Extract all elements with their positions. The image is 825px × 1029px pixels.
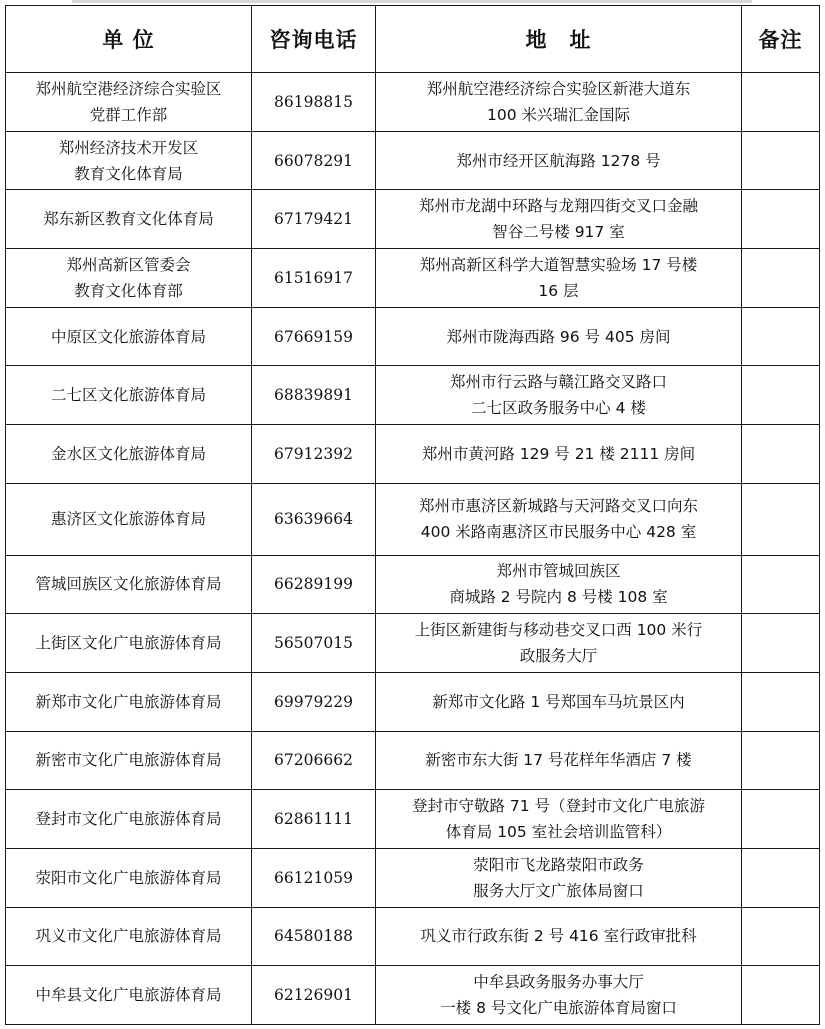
table-row [6, 425, 820, 484]
contact-table [5, 5, 820, 1025]
table-row [6, 790, 820, 849]
cell-unit [6, 425, 252, 484]
unit-line: 新密市文化广电旅游体育局 [35, 751, 222, 770]
cell-remark [742, 731, 820, 790]
address-line: 郑州航空港经济综合实验区新港大道东 [426, 79, 691, 98]
cell-remark [742, 307, 820, 366]
header-remark: 备注 [742, 6, 820, 73]
table-row [6, 848, 820, 907]
cell-remark [742, 555, 820, 614]
cell-remark [742, 425, 820, 484]
address-line: 中牟县政务服务办事大厅 [473, 973, 644, 992]
address-line: 政服务大厅 [519, 647, 598, 666]
cell-phone: 66078291 [252, 131, 376, 190]
cell-address [376, 672, 742, 731]
address-line: 郑州市惠济区新城路与天河路交叉口向东 [418, 497, 698, 516]
cell-unit [6, 848, 252, 907]
table-header-row [6, 6, 820, 73]
cell-remark [742, 249, 820, 308]
cell-remark [742, 483, 820, 555]
address-line: 服务大厅文广旅体局窗口 [473, 881, 644, 900]
cell-remark [742, 131, 820, 190]
unit-line: 二七区文化旅游体育局 [50, 386, 206, 405]
address-line: 商城路 2 号院内 8 号楼 108 室 [449, 588, 668, 607]
address-line: 一楼 8 号文化广电旅游体育局窗口 [440, 999, 677, 1018]
cell-address [376, 555, 742, 614]
address-line: 郑州市管城回族区 [496, 562, 621, 581]
cell-unit [6, 790, 252, 849]
unit-line: 登封市文化广电旅游体育局 [35, 810, 222, 829]
cell-unit [6, 907, 252, 966]
address-line: 郑州市经开区航海路 1278 号 [456, 151, 661, 170]
cell-unit [6, 483, 252, 555]
address-line: 新密市东大街 17 号花样年华酒店 7 楼 [425, 751, 692, 770]
table-body [6, 73, 820, 1025]
header-phone: 咨询电话 [252, 6, 376, 73]
address-line: 二七区政务服务中心 4 楼 [471, 399, 646, 418]
address-line: 400 米路南惠济区市民服务中心 428 室 [420, 523, 697, 542]
address-line: 上街区新建街与移动巷交叉口西 100 米行 [414, 621, 703, 640]
unit-line: 惠济区文化旅游体育局 [50, 510, 206, 529]
address-line: 郑州市陇海西路 96 号 405 房间 [446, 327, 671, 346]
cell-remark [742, 848, 820, 907]
table-row [6, 190, 820, 249]
cell-address [376, 131, 742, 190]
unit-line: 巩义市文化广电旅游体育局 [35, 927, 222, 946]
address-line: 登封市守敬路 71 号（登封市文化广电旅游 [411, 797, 706, 816]
cell-remark [742, 614, 820, 673]
unit-line: 荥阳市文化广电旅游体育局 [35, 868, 222, 887]
cell-remark [742, 907, 820, 966]
address-line: 荥阳市飞龙路荥阳市政务 [473, 855, 644, 874]
cell-phone: 68839891 [252, 366, 376, 425]
unit-line: 上街区文化广电旅游体育局 [35, 634, 222, 653]
address-line: 郑州市龙湖中环路与龙翔四街交叉口金融 [418, 197, 698, 216]
cell-phone: 69979229 [252, 672, 376, 731]
cell-phone: 64580188 [252, 907, 376, 966]
cell-phone: 67206662 [252, 731, 376, 790]
table-row [6, 907, 820, 966]
cell-unit [6, 672, 252, 731]
cell-remark [742, 966, 820, 1025]
unit-line: 党群工作部 [89, 105, 168, 124]
cell-address [376, 366, 742, 425]
address-line: 新郑市文化路 1 号郑国车马坑景区内 [432, 692, 685, 711]
table-row [6, 307, 820, 366]
cell-phone: 67912392 [252, 425, 376, 484]
cell-address [376, 425, 742, 484]
cell-unit [6, 966, 252, 1025]
unit-line: 教育文化体育部 [74, 281, 183, 300]
cell-unit [6, 555, 252, 614]
cell-unit [6, 614, 252, 673]
cell-phone: 63639664 [252, 483, 376, 555]
cell-unit [6, 366, 252, 425]
table-row [6, 249, 820, 308]
unit-line: 教育文化体育局 [74, 164, 183, 183]
table-row [6, 614, 820, 673]
cell-phone: 62861111 [252, 790, 376, 849]
cell-phone: 67669159 [252, 307, 376, 366]
cell-unit [6, 131, 252, 190]
table-row [6, 555, 820, 614]
header-address: 地 址 [376, 6, 742, 73]
cell-address [376, 307, 742, 366]
cell-unit [6, 249, 252, 308]
table-row [6, 366, 820, 425]
cell-phone: 67179421 [252, 190, 376, 249]
cell-address [376, 848, 742, 907]
unit-line: 中原区文化旅游体育局 [50, 327, 206, 346]
unit-line: 郑州高新区管委会 [66, 255, 191, 274]
unit-line: 郑州经济技术开发区 [58, 138, 199, 157]
cell-phone: 61516917 [252, 249, 376, 308]
cell-phone: 56507015 [252, 614, 376, 673]
unit-line: 中牟县文化广电旅游体育局 [35, 986, 222, 1005]
address-line: 巩义市行政东街 2 号 416 室行政审批科 [420, 927, 697, 946]
address-line: 16 层 [538, 281, 579, 300]
cell-address [376, 614, 742, 673]
cell-address [376, 790, 742, 849]
top-edge-strip [72, 0, 752, 3]
cell-address [376, 190, 742, 249]
table-row [6, 672, 820, 731]
unit-line: 新郑市文化广电旅游体育局 [35, 692, 222, 711]
table-row [6, 483, 820, 555]
table-row [6, 131, 820, 190]
table-row [6, 73, 820, 132]
cell-phone: 66289199 [252, 555, 376, 614]
cell-address [376, 966, 742, 1025]
unit-line: 郑州航空港经济综合实验区 [35, 79, 222, 98]
address-line: 郑州市行云路与赣江路交叉路口 [449, 373, 667, 392]
cell-address [376, 73, 742, 132]
cell-remark [742, 366, 820, 425]
cell-remark [742, 790, 820, 849]
address-line: 体育局 105 室社会培训监管科） [445, 823, 672, 842]
cell-phone: 66121059 [252, 848, 376, 907]
address-line: 100 米兴瑞汇金国际 [486, 105, 630, 124]
table-row [6, 731, 820, 790]
address-line: 郑州高新区科学大道智慧实验场 17 号楼 [419, 255, 698, 274]
unit-line: 管城回族区文化旅游体育局 [35, 575, 222, 594]
header-unit: 单 位 [6, 6, 252, 73]
cell-unit [6, 190, 252, 249]
unit-line: 金水区文化旅游体育局 [50, 444, 206, 463]
cell-phone: 62126901 [252, 966, 376, 1025]
cell-unit [6, 307, 252, 366]
cell-remark [742, 190, 820, 249]
cell-unit [6, 731, 252, 790]
unit-line: 郑东新区教育文化体育局 [43, 210, 214, 229]
cell-phone: 86198815 [252, 73, 376, 132]
address-line: 郑州市黄河路 129 号 21 楼 2111 房间 [421, 444, 696, 463]
cell-remark [742, 73, 820, 132]
cell-unit [6, 73, 252, 132]
cell-address [376, 249, 742, 308]
cell-address [376, 907, 742, 966]
cell-address [376, 483, 742, 555]
cell-address [376, 731, 742, 790]
address-line: 智谷二号楼 917 室 [492, 223, 625, 242]
table-row [6, 966, 820, 1025]
cell-remark [742, 672, 820, 731]
